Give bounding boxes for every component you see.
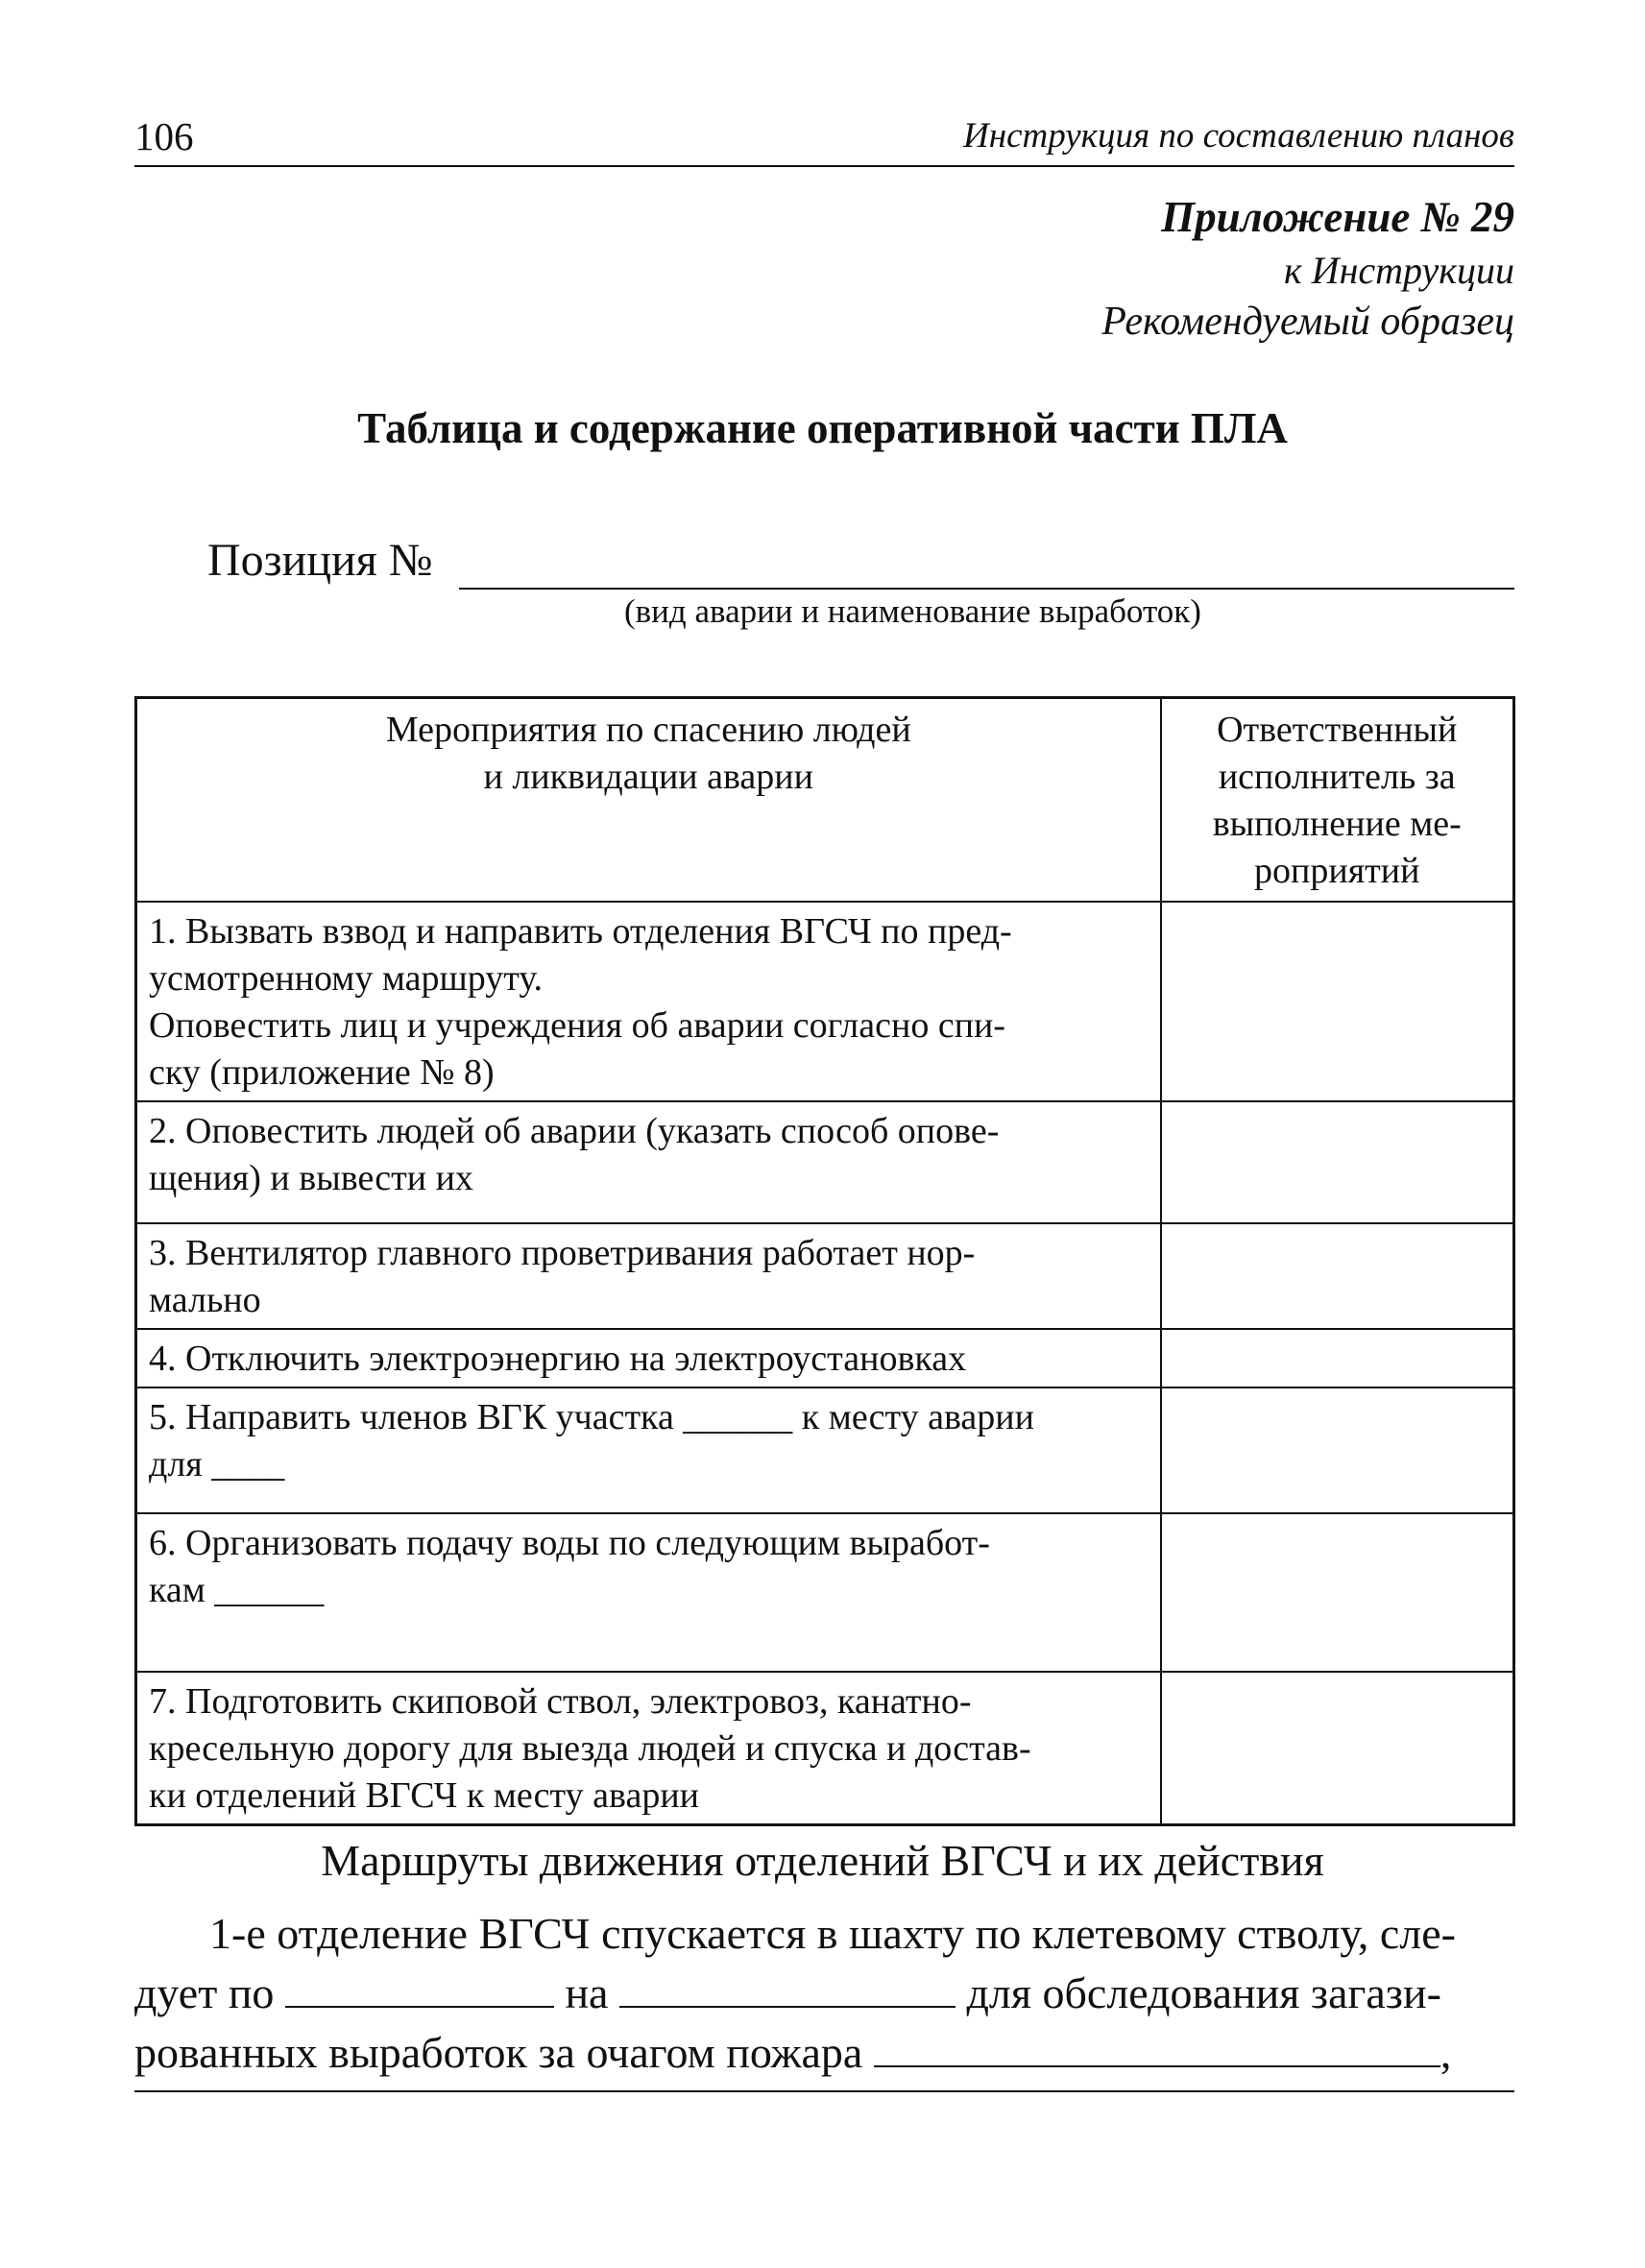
measure-cell: 7. Подготовить скиповой ствол, электровоз, канатно- кресельную дорогу для выезда людей и спуска и достав- ки отделений ВГСЧ к месту аварии (136, 1672, 1161, 1825)
responsible-cell[interactable] (1161, 1223, 1514, 1329)
operations-table (134, 696, 1515, 1826)
position-fill-line[interactable] (459, 588, 1514, 590)
responsible-cell[interactable] (1161, 1387, 1514, 1513)
table-row (136, 1101, 1514, 1223)
responsible-cell[interactable] (1161, 1329, 1514, 1387)
routes-title: Маршруты движения отделений ВГСЧ и их действия (321, 1836, 1324, 1885)
measure-cell: 5. Направить членов ВГК участка ______ к месту аварии для ____ (136, 1387, 1161, 1513)
responsible-cell[interactable] (1161, 902, 1514, 1101)
measure-cell: 6. Организовать подачу воды по следующим выработ- кам ______ (136, 1513, 1161, 1672)
table-row (136, 1513, 1514, 1672)
document-title: Таблица и содержание оперативной части ПЛА (357, 404, 1288, 452)
routes-line-1: 1-е отделение ВГСЧ спускается в шахту по клетевому стволу, сле- (209, 1909, 1456, 1958)
table-header-row (136, 698, 1514, 903)
responsible-cell[interactable] (1161, 1101, 1514, 1223)
route-blank-2[interactable] (619, 1967, 956, 2008)
routes-line-3: рованных выработок за очагом пожара , (134, 2028, 1452, 2077)
route-blank-4[interactable] (134, 2090, 1514, 2092)
route-blank-3[interactable] (874, 2027, 1440, 2067)
table-row (136, 1329, 1514, 1387)
table-row (136, 1223, 1514, 1329)
measure-cell: 3. Вентилятор главного проветривания работает нор- мально (136, 1223, 1161, 1329)
header-measures: Мероприятия по спасению людей и ликвидации аварии (136, 698, 1161, 903)
table-row (136, 1387, 1514, 1513)
measure-cell: 1. Вызвать взвод и направить отделения ВГСЧ по пред- усмотренному маршруту. Оповестить лиц и учреждения об аварии согласно спи- ску (приложение № 8) (136, 902, 1161, 1101)
position-caption: (вид аварии и наименование выработок) (624, 592, 1201, 630)
page-number: 106 (134, 114, 194, 158)
responsible-cell[interactable] (1161, 1672, 1514, 1825)
table-row (136, 1672, 1514, 1825)
appendix-number: Приложение № 29 (1161, 193, 1514, 241)
routes-line-2: дует по на для обследования загази- (134, 1968, 1441, 2017)
measure-cell: 4. Отключить электроэнергию на электроустановках (136, 1329, 1161, 1387)
header-rule (134, 165, 1514, 167)
appendix-to: к Инструкции (1283, 249, 1514, 292)
running-title: Инструкция по составлению планов (963, 116, 1514, 156)
header-responsible: Ответственный исполнитель за выполнение ме- роприятий (1161, 698, 1514, 903)
measure-cell: 2. Оповестить людей об аварии (указать способ опове- щения) и вывести их (136, 1101, 1161, 1223)
appendix-sample: Рекомендуемый образец (1101, 300, 1514, 344)
table-row (136, 902, 1514, 1101)
route-blank-1[interactable] (285, 1967, 554, 2008)
position-label: Позиция № (207, 535, 433, 586)
routes-paragraph (134, 1904, 1514, 2083)
responsible-cell[interactable] (1161, 1513, 1514, 1672)
